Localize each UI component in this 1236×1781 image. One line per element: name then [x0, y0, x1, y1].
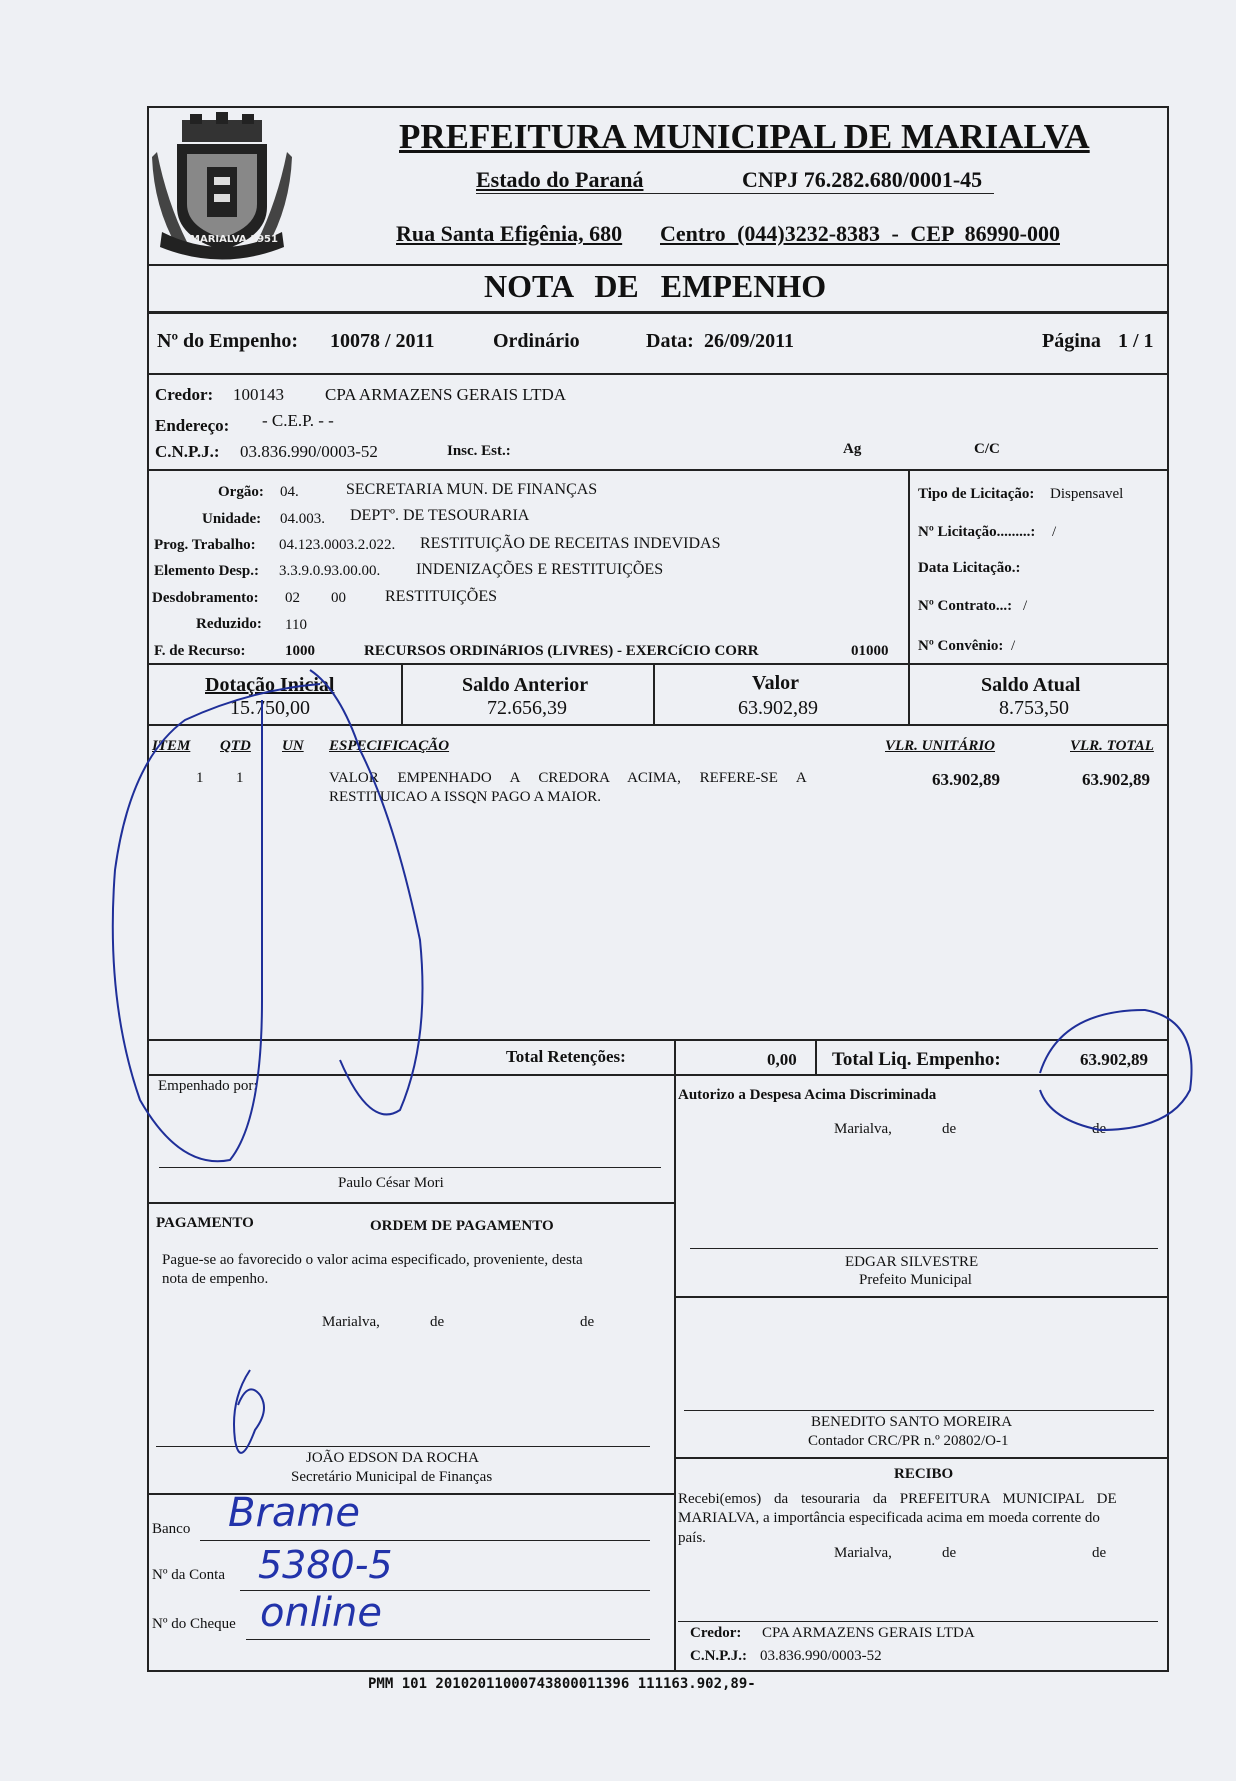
contrato-value: /	[1023, 598, 1028, 614]
fonte-code: 1000	[285, 643, 315, 659]
cnpj-value: 03.836.990/0003-52	[240, 442, 378, 461]
initials-stroke	[234, 1370, 264, 1453]
contador-role: Contador CRC/PR n.º 20802/O-1	[808, 1433, 1009, 1449]
total-circle-stroke	[1040, 1010, 1192, 1130]
pagamento-de1: de	[430, 1314, 445, 1330]
convenio-value: /	[1011, 638, 1016, 654]
autorizo-title: Autorizo a Despesa Acima Discriminada	[678, 1087, 937, 1103]
credor-code: 100143	[233, 385, 284, 404]
endereco-label: Endereço:	[155, 416, 230, 435]
recibo-city: Marialva,	[834, 1545, 892, 1561]
header-title: PREFEITURA MUNICIPAL DE MARIALVA	[399, 117, 1090, 156]
contador-name: BENEDITO SANTO MOREIRA	[811, 1414, 1013, 1430]
banco-label: Banco	[152, 1521, 191, 1537]
prog-label: Prog. Trabalho:	[154, 537, 256, 553]
credor-name: CPA ARMAZENS GERAIS LTDA	[325, 385, 567, 404]
doc-title: NOTA DE EMPENHO	[484, 268, 827, 304]
desdobramento-code2: 00	[331, 590, 346, 606]
cnpj-label: C.N.P.J.:	[155, 442, 220, 461]
crest-lettering: MARIALVA 1951	[190, 234, 278, 245]
item-espec-line2: RESTITUICAO A ISSQN PAGO A MAIOR.	[329, 789, 601, 805]
col-header-espec: ESPECIFICAÇÃO	[329, 738, 450, 754]
unidade-desc: DEPTº. DE TESOURARIA	[350, 507, 530, 524]
saldo-label-atual: Saldo Atual	[981, 674, 1081, 696]
retencoes-value: 0,00	[767, 1050, 797, 1069]
empenho-number: 10078 / 2011	[330, 330, 435, 352]
fonte-label: F. de Recurso:	[154, 643, 246, 659]
header-address-rest: Centro (044)3232-8383 - CEP 86990-000	[660, 221, 1060, 246]
page-label: Página	[1042, 330, 1101, 352]
item-number: 1	[196, 770, 204, 786]
header-state: Estado do Paraná	[476, 167, 644, 192]
retencoes-label: Total Retenções:	[506, 1047, 626, 1066]
saldo-value-atual: 8.753,50	[999, 697, 1069, 719]
col-header-qtd: QTD	[220, 738, 251, 754]
ag-label: Ag	[843, 441, 862, 457]
licitacao-num-label: Nº Licitação.........:	[918, 524, 1036, 540]
insc-label: Insc. Est.:	[447, 443, 511, 459]
secretario-role: Secretário Municipal de Finanças	[291, 1469, 493, 1485]
elemento-label: Elemento Desp.:	[154, 563, 259, 579]
item-qtd: 1	[236, 770, 244, 786]
recibo-text-line2: MARIALVA, a importância especificada acima em moeda corrente do	[678, 1510, 1100, 1526]
orgao-label: Orgão:	[218, 484, 264, 500]
empenhado-name: Paulo César Mori	[338, 1175, 444, 1191]
recibo-de2: de	[1092, 1545, 1107, 1561]
item-espec-line1: VALOR EMPENHADO A CREDORA ACIMA, REFERE-SE A	[329, 770, 807, 786]
unidade-label: Unidade:	[202, 511, 262, 527]
prefeito-name: EDGAR SILVESTRE	[845, 1254, 979, 1270]
signature-diagonal-stroke	[310, 670, 423, 1114]
saldo-label-valor: Valor	[752, 672, 800, 694]
desdobramento-code1: 02	[285, 590, 300, 606]
autorizo-de1: de	[942, 1121, 957, 1137]
cheque-label: Nº do Cheque	[152, 1616, 236, 1632]
cheque-handwritten: online	[260, 1590, 383, 1636]
saldo-label-anterior: Saldo Anterior	[462, 674, 589, 696]
prefeito-role: Prefeito Municipal	[859, 1272, 972, 1288]
reduzido-value: 110	[285, 617, 307, 633]
saldo-value-valor: 63.902,89	[738, 697, 818, 719]
autorizo-city: Marialva,	[834, 1121, 892, 1137]
recibo-title: RECIBO	[894, 1466, 954, 1482]
item-vtotal: 63.902,89	[1082, 770, 1150, 789]
orgao-desc: SECRETARIA MUN. DE FINANÇAS	[346, 481, 598, 498]
recibo-credor-value: CPA ARMAZENS GERAIS LTDA	[762, 1625, 975, 1641]
col-header-vunit: VLR. UNITÁRIO	[885, 738, 996, 754]
licitacao-tipo-value: Dispensavel	[1050, 486, 1124, 502]
desdobramento-label: Desdobramento:	[152, 590, 259, 606]
ordem-pagamento-title: ORDEM DE PAGAMENTO	[370, 1218, 554, 1234]
recibo-de1: de	[942, 1545, 957, 1561]
autorizo-de2: de	[1092, 1121, 1107, 1137]
col-header-un: UN	[282, 738, 304, 754]
contrato-label: Nº Contrato...:	[918, 598, 1013, 614]
saldo-label-dotacao: Dotação Inicial	[205, 674, 335, 696]
item-vunit: 63.902,89	[932, 770, 1000, 789]
secretario-name: JOÃO EDSON DA ROCHA	[306, 1450, 479, 1466]
empenho-type: Ordinário	[493, 330, 580, 352]
recibo-credor-label: Credor:	[690, 1625, 742, 1641]
pagamento-de2: de	[580, 1314, 595, 1330]
recibo-cnpj-label: C.N.P.J.:	[690, 1648, 747, 1664]
fonte-number: 01000	[851, 643, 889, 659]
endereco-value: - C.E.P. - -	[262, 411, 334, 430]
empenho-label: Nº do Empenho:	[157, 330, 299, 352]
unidade-code: 04.003.	[280, 511, 325, 527]
recibo-text-line3: país.	[678, 1530, 706, 1546]
conta-handwritten: 5380-5	[258, 1543, 393, 1587]
conta-label: Nº da Conta	[152, 1567, 225, 1583]
prog-desc: RESTITUIÇÃO DE RECEITAS INDEVIDAS	[420, 535, 721, 552]
header-address: Rua Santa Efigênia, 680	[396, 221, 623, 246]
reduzido-label: Reduzido:	[196, 616, 262, 632]
liquido-value: 63.902,89	[1080, 1050, 1148, 1069]
desdobramento-desc: RESTITUIÇÕES	[385, 588, 497, 605]
recibo-cnpj-value: 03.836.990/0003-52	[760, 1648, 882, 1664]
prog-code: 04.123.0003.2.022.	[279, 537, 396, 553]
elemento-desc: INDENIZAÇÕES E RESTITUIÇÕES	[416, 561, 664, 578]
saldo-value-dotacao: 15.750,00	[230, 697, 310, 719]
saldo-value-anterior: 72.656,39	[487, 697, 567, 719]
col-header-vtotal: VLR. TOTAL	[1070, 738, 1154, 754]
credor-label: Credor:	[155, 385, 214, 404]
empenhado-label: Empenhado por:	[158, 1078, 258, 1094]
pagamento-label: PAGAMENTO	[156, 1215, 254, 1231]
elemento-code: 3.3.9.0.93.00.00.	[279, 563, 381, 579]
pagamento-city: Marialva,	[322, 1314, 380, 1330]
cc-label: C/C	[974, 441, 1000, 457]
liquido-label: Total Liq. Empenho:	[832, 1049, 1001, 1070]
signature-loop-stroke	[113, 684, 320, 1161]
date-label: Data:	[646, 330, 694, 352]
date-value: 26/09/2011	[704, 330, 795, 352]
header-cnpj: CNPJ 76.282.680/0001-45	[742, 167, 983, 192]
banco-handwritten: Brame	[228, 1490, 360, 1536]
pagamento-text-line2: nota de empenho.	[162, 1271, 269, 1287]
orgao-code: 04.	[280, 484, 299, 500]
footer-code: PMM 101 20102011000743800011396 111163.902,89-	[368, 1676, 756, 1692]
recibo-text-line1: Recebi(emos) da tesouraria da PREFEITURA MUNICIPAL DE	[678, 1491, 1117, 1507]
licitacao-data-label: Data Licitação.:	[918, 560, 1021, 576]
col-header-item: ITEM	[152, 738, 191, 754]
pagamento-text-line1: Pague-se ao favorecido o valor acima especificado, proveniente, desta	[162, 1252, 583, 1268]
licitacao-tipo-label: Tipo de Licitação:	[918, 486, 1035, 502]
page-value: 1 / 1	[1118, 330, 1154, 352]
licitacao-num-value: /	[1052, 524, 1057, 540]
fonte-desc: RECURSOS ORDINáRIOS (LIVRES) - EXERCíCIO CORR	[364, 643, 759, 659]
convenio-label: Nº Convênio:	[918, 638, 1004, 654]
